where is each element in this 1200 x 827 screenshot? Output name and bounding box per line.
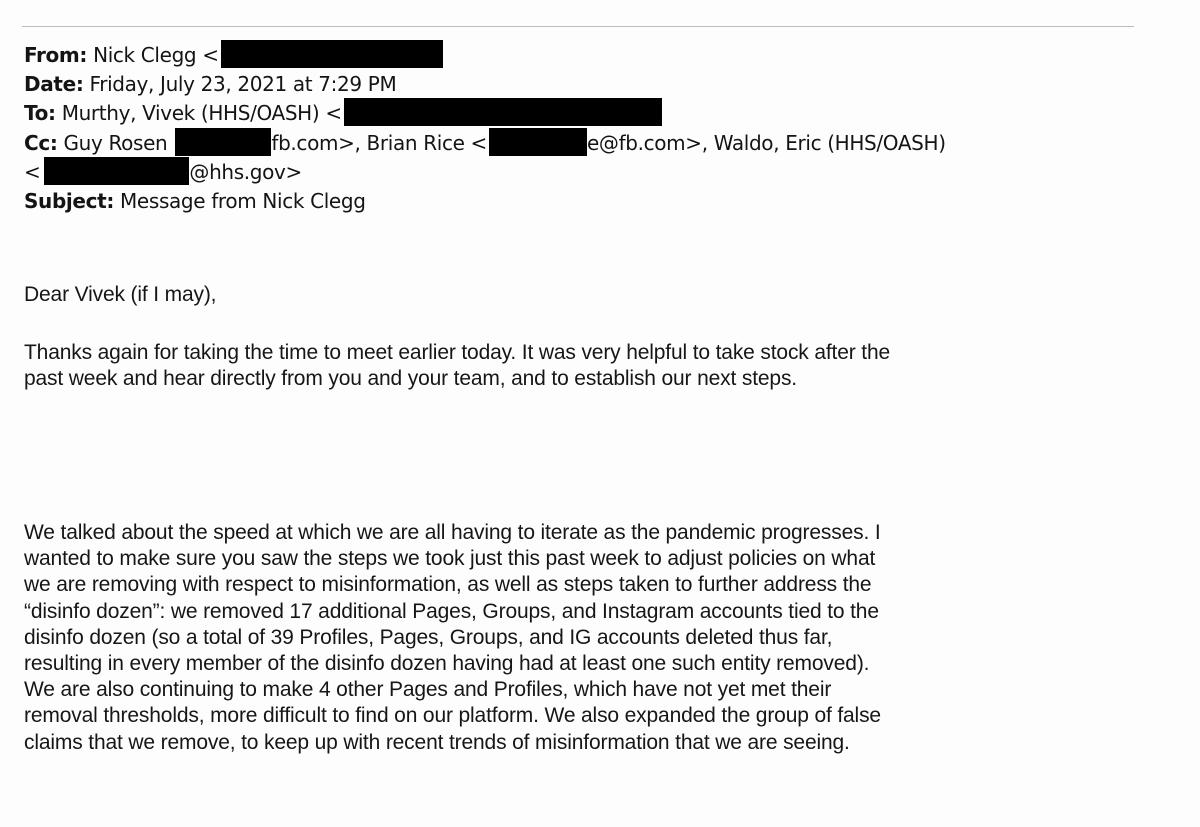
salutation (24, 282, 1174, 308)
cc-continuation-line (24, 157, 1174, 187)
cc-line (24, 128, 1174, 158)
from-value: Nick Clegg < (93, 43, 219, 67)
paragraph-line: past week and hear directly from you and your team, and to establish our next steps. (24, 367, 797, 391)
paragraph-line: “disinfo dozen”: we removed 17 additional Pages, Groups, and Instagram accounts tied to the (24, 599, 879, 623)
email-header (24, 40, 1174, 215)
cc-cont-rest: @hhs.gov> (189, 160, 302, 184)
subject-label: Subject: (24, 188, 114, 213)
paragraph-2 (24, 520, 1174, 756)
cc-address-1: fb.com>, Brian Rice < (271, 130, 487, 155)
paragraph-line: wanted to make sure you saw the steps we took just this past week to adjust policies on what (24, 547, 876, 571)
subject-value: Message from Nick Clegg (120, 188, 366, 213)
to-line (24, 98, 1174, 128)
from-label: From: (24, 43, 88, 67)
cc-address-2: e@fb.com>, Waldo, Eric (HHS/OASH) (586, 130, 946, 155)
paragraph-line: We talked about the speed at which we are all having to iterate as the pandemic progresses. I (24, 521, 881, 544)
redaction-box (175, 128, 271, 156)
to-label: To: (24, 101, 56, 125)
redaction-box (221, 40, 443, 68)
paragraph-line: We are also continuing to make 4 other Pages and Profiles, which have not yet met their (24, 678, 832, 702)
redaction-box (44, 157, 189, 185)
cc-name-1: Guy Rosen (63, 130, 168, 155)
paragraph-line: we are removing with respect to misinformation, as well as steps taken to further address the (24, 573, 872, 597)
date-label: Date: (24, 71, 84, 96)
salutation-text: Dear Vivek (if I may), (24, 283, 217, 306)
paragraph-line: Thanks again for taking the time to meet earlier today. It was very helpful to take stock after the (24, 341, 891, 364)
paragraph-line: resulting in every member of the disinfo dozen having had at least one such entity removed). (24, 652, 870, 676)
header-divider (22, 26, 1134, 27)
date-line (24, 70, 1174, 99)
date-value: Friday, July 23, 2021 at 7:29 PM (89, 71, 397, 96)
cc-cont-open: < (24, 160, 41, 184)
paragraph-line: disinfo dozen (so a total of 39 Profiles, Pages, Groups, and IG accounts deleted thus far, (24, 625, 833, 649)
paragraph-1 (24, 340, 1174, 392)
to-value: Murthy, Vivek (HHS/OASH) < (61, 101, 342, 125)
redaction-box (489, 128, 587, 156)
paragraph-line: claims that we remove, to keep up with recent trends of misinformation that we are seeing. (24, 730, 850, 754)
redaction-box (344, 98, 662, 126)
paragraph-line: removal thresholds, more difficult to find on our platform. We also expanded the group of false (24, 704, 881, 728)
from-line (24, 40, 1174, 70)
subject-line (24, 187, 1174, 216)
cc-label: Cc: (24, 130, 58, 155)
